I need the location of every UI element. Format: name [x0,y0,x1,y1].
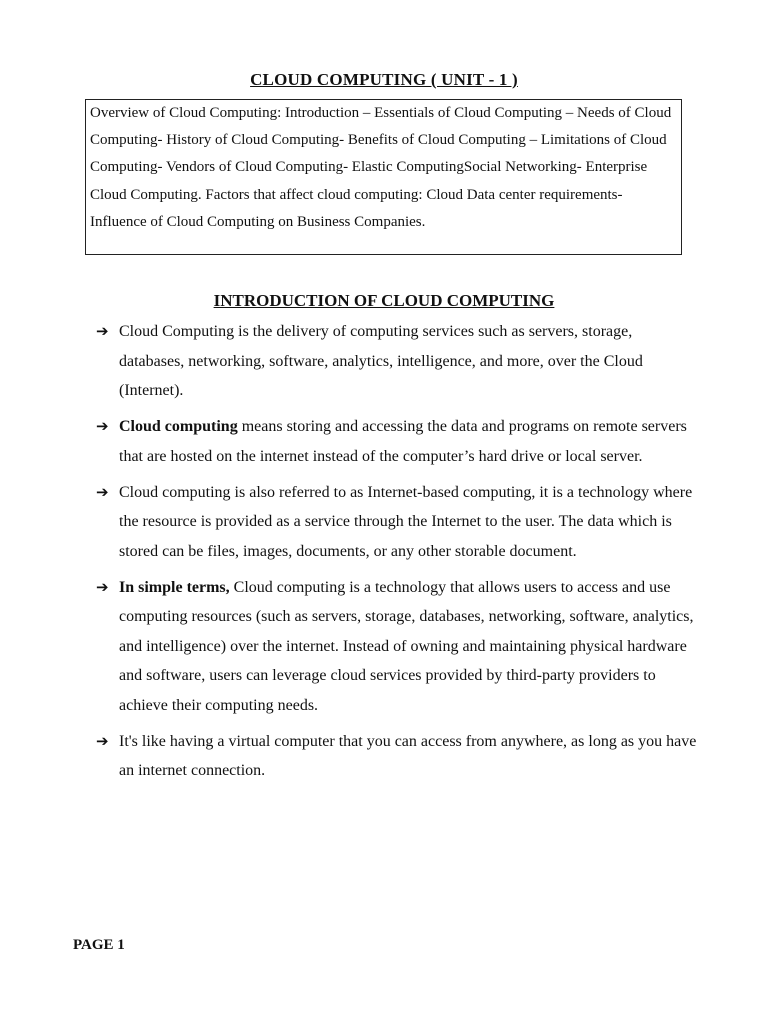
bullet-text: It's like having a virtual computer that you can access from anywhere, as long as you have an internet connection. [119,732,697,779]
section-heading: INTRODUCTION OF CLOUD COMPUTING [213,291,555,310]
right-arrow-icon: ➔ [96,577,109,596]
right-arrow-icon: ➔ [96,482,109,501]
list-item [96,317,701,406]
page-number: PAGE 1 [73,937,125,953]
list-item [96,727,701,786]
right-arrow-icon: ➔ [96,322,109,340]
syllabus-box: Overview of Cloud Computing: Introduction – Essentials of Cloud Computing – Needs of Cloud Computing- History of Cloud Computing- Benefits of Cloud Computing – Limitations of Cloud Computing- Vendors of Cloud Computing- Elastic ComputingSocial Networking- Enterprise Cloud Computing. Factors that affect cloud computing: Cloud Data center requirements- Influence of Cloud Computing on Business Companies. [85,99,682,255]
list-item [96,573,701,721]
bullet-text: Cloud computing is a technology that allows users to access and use computing resources (such as servers, storage, databases, networking, software, analytics, and intelligence) over the internet. Instead of owning and maintaining physical hardware and software, users can leverage cloud services provided by third-party providers to achieve their computing needs. [119,578,694,714]
list-item [96,412,701,471]
document-title: CLOUD COMPUTING ( UNIT - 1 ) [250,70,518,89]
list-item [96,478,701,567]
bullet-text: Cloud computing is also referred to as Internet-based computing, it is a technology where the resource is provided as a service through the Internet to the user. The data which is stored can be files, images, documents, or any other storable document. [119,483,693,560]
bullet-text: means storing and accessing the data and programs on remote servers that are hosted on the internet instead of the computer’s hard drive or local server. [119,418,687,465]
right-arrow-icon: ➔ [96,417,109,435]
bullet-list [96,317,701,792]
bullet-text: Cloud Computing is the delivery of computing services such as servers, storage, databases, networking, software, analytics, intelligence, and more, over the Cloud (Internet). [119,323,643,399]
right-arrow-icon: ➔ [96,731,109,750]
bullet-bold-lead: Cloud computing [119,418,238,435]
bullet-bold-lead: In simple terms, [119,578,230,596]
